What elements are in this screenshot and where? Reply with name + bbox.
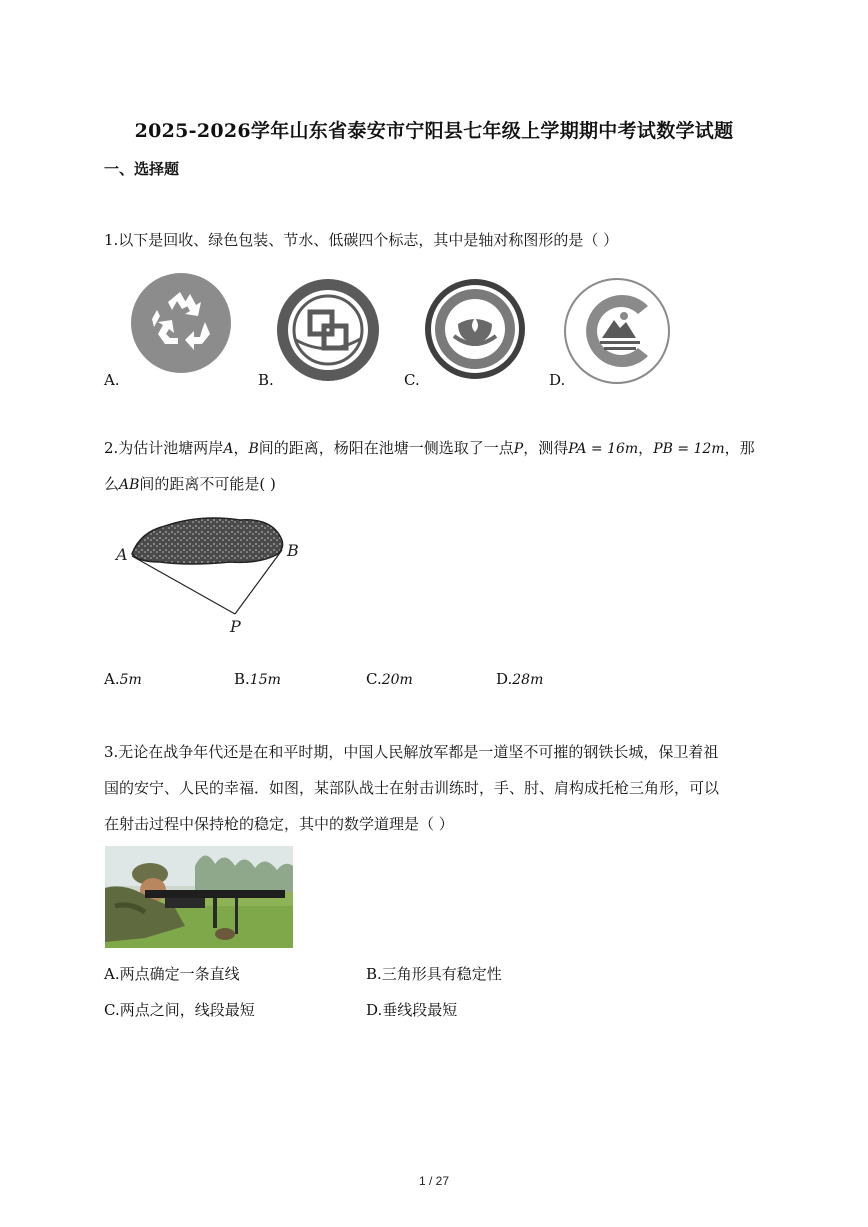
q2-text: ，那 xyxy=(724,439,755,457)
option-value: 28m xyxy=(512,672,544,688)
label-b: B xyxy=(287,541,299,560)
q2-option-d xyxy=(496,670,543,688)
q2-var-p: P xyxy=(513,441,524,457)
soldier-photo xyxy=(105,846,293,948)
q2-option-c xyxy=(366,670,413,688)
label-p: P xyxy=(230,617,241,636)
option-value: 5m xyxy=(119,672,142,688)
page-number: 1 / 27 xyxy=(418,1174,450,1188)
option-label: D. xyxy=(496,670,513,688)
q3-option-d: D.垂线段最短 xyxy=(366,1001,458,1019)
q2-text: 么 xyxy=(104,475,120,493)
q1-option-d: D. xyxy=(549,371,566,389)
q2-eq-pb: PB = 12m xyxy=(653,441,725,457)
section-heading: 一、选择题 xyxy=(104,160,180,178)
option-label: C. xyxy=(366,670,382,688)
q2-comma: ， xyxy=(233,439,249,457)
q1-option-c: C. xyxy=(404,371,420,389)
q3-option-c: C.两点之间，线段最短 xyxy=(104,1001,255,1019)
pond-figure xyxy=(110,512,310,642)
q2-var-b: B xyxy=(248,441,259,457)
q2-text: 2.为估计池塘两岸 xyxy=(104,439,224,457)
low-carbon-icon xyxy=(564,278,670,384)
water-saving-icon xyxy=(424,278,526,380)
q2-var-ab: AB xyxy=(119,477,140,493)
q2-option-a xyxy=(104,670,142,688)
q3-stem-line2: 国的安宁、人民的幸福．如图，某部队战士在射击训练时，手、肘、肩构成托枪三角形，可以 xyxy=(104,779,720,797)
option-label: A. xyxy=(104,670,120,688)
q2-comma: ， xyxy=(638,439,654,457)
q3-option-b: B.三角形具有稳定性 xyxy=(366,965,502,983)
q2-stem-line1 xyxy=(104,430,774,467)
q2-option-b xyxy=(234,670,281,688)
document-title: 2025-2026学年山东省泰安市宁阳县七年级上学期期中考试数学试题 xyxy=(134,120,734,142)
q2-var-a: A xyxy=(223,441,234,457)
q2-eq-pa: PA = 16m xyxy=(568,441,639,457)
pond-shape xyxy=(132,518,283,564)
option-value: 15m xyxy=(249,672,281,688)
q2-text: ，测得 xyxy=(523,439,569,457)
q2-text: 间的距离不可能是( ) xyxy=(139,475,276,493)
q2-stem-line2 xyxy=(104,466,764,503)
q2-text: 间的距离，杨阳在池塘一侧选取了一点 xyxy=(258,439,514,457)
q3-stem-line1: 3.无论在战争年代还是在和平时期，中国人民解放军都是一道坚不可摧的钢铁长城，保卫着祖 xyxy=(104,743,719,761)
line-pa xyxy=(132,556,235,614)
option-value: 20m xyxy=(381,672,413,688)
q1-option-b: B. xyxy=(258,371,274,389)
q3-stem-line3: 在射击过程中保持枪的稳定，其中的数学道理是（ ） xyxy=(104,815,454,833)
green-packaging-icon xyxy=(276,278,380,382)
option-label: B. xyxy=(234,670,250,688)
q3-option-a: A.两点确定一条直线 xyxy=(104,965,240,983)
q1-option-a: A. xyxy=(104,371,120,389)
label-a: A xyxy=(116,545,128,564)
q1-stem: 1.以下是回收、绿色包装、节水、低碳四个标志，其中是轴对称图形的是（ ） xyxy=(104,231,619,249)
recycle-icon xyxy=(130,272,232,374)
